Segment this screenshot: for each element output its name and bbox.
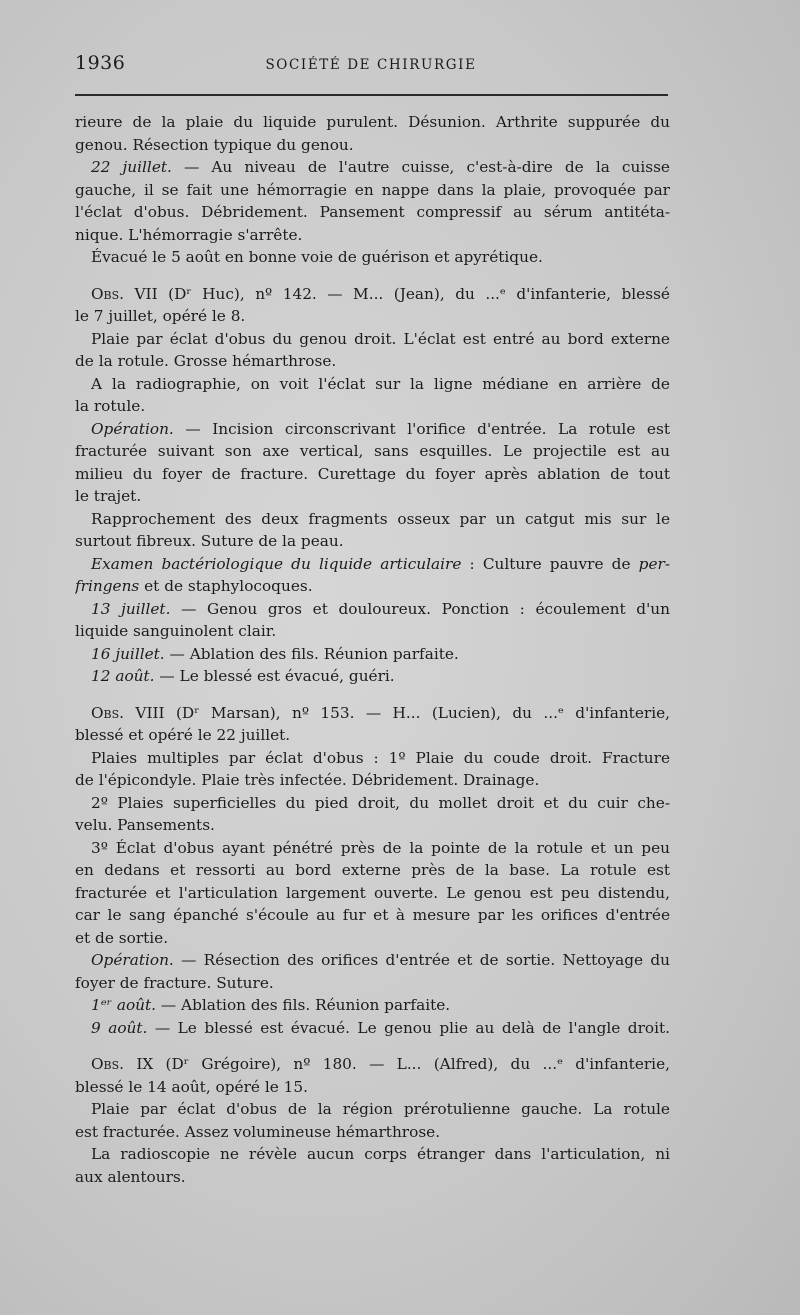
text-line [75, 1017, 670, 1040]
text-line: fracturée suivant son axe vertical, sans esquilles. Le projectile est au [75, 442, 670, 460]
text-line [75, 702, 670, 725]
text-line: est fracturée. Assez volumineuse hémarthrose. [75, 1122, 441, 1141]
page-header [75, 52, 667, 80]
page-number: 1936 [75, 52, 126, 74]
text-line: genou. Résection typique du genou. [75, 135, 354, 154]
text-line: de la rotule. Grosse hémarthrose. [75, 352, 337, 370]
text-run: — Le blessé est évacué. Le genou plie au delà de l'angle droit. [147, 1018, 670, 1037]
observation-label: Obs. IX [91, 1055, 154, 1073]
text-line [75, 949, 670, 972]
text-line: le 7 juillet, opéré le 8. [75, 307, 246, 325]
text-line: A la radiographie, on voit l'éclat sur la ligne médiane en arrière de [91, 374, 670, 393]
text-line: velu. Pansements. [75, 816, 215, 834]
text-run: — Résection des orifices d'entrée et de sortie. Nettoyage du [173, 951, 670, 969]
text-line: Plaie par éclat d'obus de la région prérotulienne gauche. La rotule [91, 1100, 670, 1118]
text-line: liquide sanguinolent clair. [75, 622, 277, 640]
running-title: SOCIÉTÉ DE CHIRURGIE [265, 57, 477, 73]
observation-label: Obs. VII [91, 284, 158, 303]
text-line [75, 156, 670, 179]
text-line: 2º Plaies superficielles du pied droit, du mollet droit et du cuir che- [91, 793, 670, 812]
text-run: — Ablation des fils. Réunion parfaite. [164, 644, 459, 663]
header-rule [75, 94, 668, 96]
text-line: l'éclat d'obus. Débridement. Pansement compressif au sérum antitéta- [75, 203, 670, 221]
text-line: Plaies multiples par éclat d'obus : 1º Plaie du coude droit. Fracture [91, 748, 670, 767]
text-line [75, 643, 670, 666]
text-line: 3º Éclat d'obus ayant pénétré près de la pointe de la rotule et un peu [91, 838, 670, 857]
text-line [75, 418, 670, 441]
text-run: per- [638, 554, 670, 573]
text-run: — Au niveau de l'autre cuisse, c'est-à-dire de la cuisse [171, 158, 670, 176]
text-line: milieu du foyer de fracture. Curettage du foyer après ablation de tout [75, 464, 670, 483]
date-label: 13 juillet. [91, 599, 171, 618]
date-label: 9 août. [91, 1018, 148, 1037]
text-line [75, 665, 670, 688]
text-run: : Culture pauvre de [461, 554, 639, 573]
text-line [75, 598, 670, 621]
text-line: gauche, il se fait une hémorragie en nappe dans la plaie, provoquée par [75, 180, 670, 199]
text-line: La radioscopie ne révèle aucun corps étranger dans l'articulation, ni [91, 1145, 670, 1163]
text-run: (Dʳ Marsan), nº 153. — H... (Lucien), du ...ᵉ d'infanterie, [164, 703, 670, 722]
text-line [75, 553, 670, 576]
text-line [75, 1053, 670, 1076]
section-label: Opération. [91, 951, 174, 969]
text-run: — Incision circonscrivant l'orifice d'entrée. La rotule est [173, 419, 670, 438]
text-line: Plaie par éclat d'obus du genou droit. L'éclat est entré au bord externe [91, 329, 670, 348]
text-line: car le sang épanché s'écoule au fur et à mesure par les orifices d'entrée [75, 906, 670, 924]
text-line: le trajet. [75, 487, 142, 505]
paragraph-gap [75, 269, 670, 283]
text-run: (Dʳ Grégoire), nº 180. — L... (Alfred), du ...ᵉ d'infanterie, [153, 1055, 670, 1073]
text-line: Évacué le 5 août en bonne voie de guérison et apyrétique. [91, 248, 543, 266]
paragraph-gap [75, 1039, 670, 1053]
text-line: de l'épicondyle. Plaie très infectée. Débridement. Drainage. [75, 771, 540, 789]
text-line: et de sortie. [75, 928, 169, 947]
observation-label: Obs. VIII [91, 703, 165, 722]
text-line: rieure de la plaie du liquide purulent. Désunion. Arthrite suppurée du [75, 113, 670, 131]
text-run: — Le blessé est évacué, guéri. [154, 667, 395, 685]
text-line: en dedans et ressorti au bord externe près de la base. La rotule est [75, 861, 670, 879]
paragraph-gap [75, 688, 670, 702]
text-line: foyer de fracture. Suture. [75, 973, 274, 992]
date-label: 16 juillet. [91, 644, 165, 663]
text-line: surtout fibreux. Suture de la peau. [75, 532, 344, 550]
text-line: la rotule. [75, 397, 146, 415]
text-line [75, 283, 670, 306]
text-run: fringens [75, 577, 140, 595]
date-label: 22 juillet. [91, 158, 172, 176]
text-run: — Ablation des fils. Réunion parfaite. [156, 996, 451, 1014]
text-line: blessé et opéré le 22 juillet. [75, 726, 291, 744]
text-run: et de staphylocoques. [139, 577, 313, 595]
text-line [75, 994, 670, 1017]
text-run: (Dʳ Huc), nº 142. — M... (Jean), du ...ᵉ d'infanterie, blessé [157, 284, 670, 303]
text-run: — Genou gros et douloureux. Ponction : écoulement d'un [170, 599, 670, 618]
date-label: 12 août. [91, 667, 155, 685]
text-line: nique. L'hémorragie s'arrête. [75, 225, 303, 244]
section-label: Examen bactériologique du liquide articulaire [91, 554, 462, 573]
body-text [75, 111, 670, 1188]
text-line: Rapprochement des deux fragments osseux par un catgut mis sur le [91, 509, 670, 528]
text-line: fracturée et l'articulation largement ouverte. Le genou est peu distendu, [75, 883, 670, 902]
text-line: aux alentours. [75, 1167, 186, 1186]
text-line: blessé le 14 août, opéré le 15. [75, 1077, 308, 1096]
section-label: Opération. [91, 419, 174, 438]
text-line [75, 575, 670, 598]
date-label: 1ᵉʳ août. [91, 996, 157, 1014]
